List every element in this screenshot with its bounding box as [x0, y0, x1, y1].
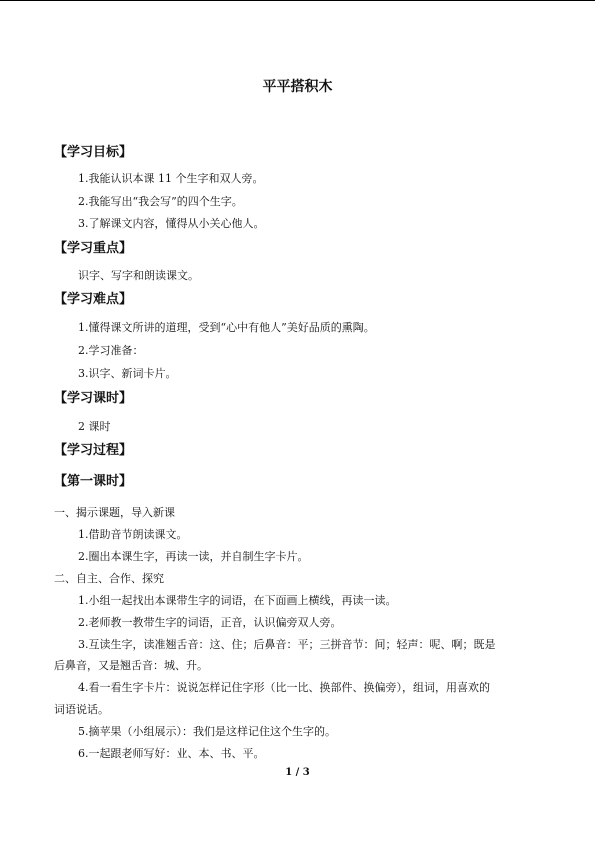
lesson1-part2-item-4-cont: 词语说话。	[54, 703, 109, 716]
lesson1-part1-item-2: 2.圈出本课生字，再读一读，并自制生字卡片。	[78, 550, 309, 563]
lesson1-part1-title: 一、揭示课题，导入新课	[54, 506, 175, 519]
heading-hours: 【学习课时】	[54, 391, 133, 406]
lesson1-part2-item-4: 4.看一看生字卡片：说说怎样记住字形（比一比、换部件、换偏旁），组词，用喜欢的	[78, 681, 490, 694]
heading-goals: 【学习目标】	[54, 145, 133, 160]
document-title: 平平搭积木	[262, 79, 333, 95]
lesson1-part2-item-3: 3.互读生字，读准翘舌音：这、住；后鼻音：平；三拼音节：间；轻声：呢、啊；既是	[78, 638, 496, 651]
goal-item-3: 3.了解课文内容，懂得从小关心他人。	[78, 217, 265, 230]
lesson1-part2-item-1: 1.小组一起找出本课带生字的词语，在下面画上横线，再读一读。	[78, 594, 397, 607]
top-border	[0, 0, 595, 1]
lesson1-part2-item-3-cont: 后鼻音，又是翘舌音：城、升。	[54, 659, 208, 672]
page-number: 1 / 3	[285, 767, 310, 778]
lesson1-part2-item-6: 6.一起跟老师写好：业、本、书、平。	[78, 747, 265, 760]
heading-difficulty: 【学习难点】	[54, 292, 133, 307]
difficulty-item-3: 3.识字、新词卡片。	[78, 367, 177, 380]
goal-item-2: 2.我能写出“我会写”的四个生字。	[78, 195, 243, 208]
focus-item-1: 识字、写字和朗读课文。	[78, 269, 199, 282]
difficulty-item-2: 2.学习准备：	[78, 344, 144, 357]
heading-focus: 【学习重点】	[54, 241, 133, 256]
hours-item-1: 2 课时	[78, 420, 111, 433]
lesson1-part1-item-1: 1.借助音节朗读课文。	[78, 528, 188, 541]
goal-item-1: 1.我能认识本课 11 个生字和双人旁。	[78, 172, 264, 185]
lesson1-part2-title: 二、自主、合作、探究	[54, 572, 164, 585]
heading-lesson1: 【第一课时】	[54, 474, 133, 489]
difficulty-item-1: 1.懂得课文所讲的道理，受到“心中有他人”美好品质的熏陶。	[78, 321, 375, 334]
heading-process: 【学习过程】	[54, 443, 133, 458]
lesson1-part2-item-5: 5.摘苹果（小组展示）：我们是这样记住这个生字的。	[78, 725, 336, 738]
lesson1-part2-item-2: 2.老师教一教带生字的词语，正音，认识偏旁双人旁。	[78, 616, 342, 629]
